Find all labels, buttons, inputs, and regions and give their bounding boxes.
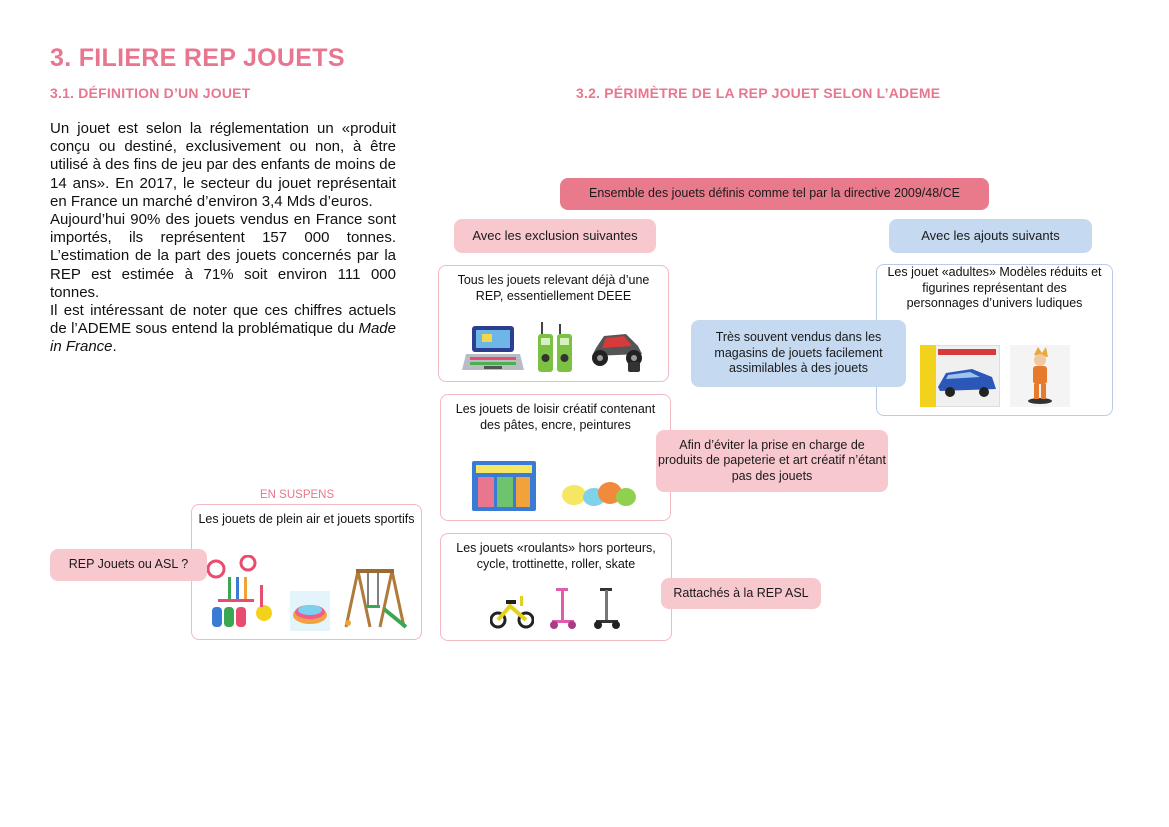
paddling-pool-icon	[290, 591, 330, 631]
swing-set-icon	[340, 565, 410, 631]
card-deee-text: Tous les jouets relevant déjà d’une REP, essentiellement DEEE	[457, 273, 650, 303]
card-roulants	[440, 533, 672, 641]
toy-laptop-icon	[462, 324, 524, 374]
definition-paragraph-2: Aujourd’hui 90% des jouets vendus en France sont importés, ils représentent 157 000 tonnes. L’estimation de la part des jouets concernés par la REP est estimée à 71% soit environ 111 000 tonnes.	[50, 211, 396, 301]
en-suspens-label: EN SUSPENS	[260, 489, 335, 501]
card-adultes	[876, 264, 1113, 416]
note-magasins: Très souvent vendus dans les magasins de jouets facilement assimilables à des jouets	[691, 320, 906, 387]
loisir-images	[441, 455, 670, 513]
tricycle-icon	[490, 590, 534, 630]
plein-air-images	[192, 551, 421, 631]
adultes-images	[907, 341, 1082, 407]
deee-images	[439, 314, 668, 374]
walkie-talkie-icon	[538, 322, 574, 374]
question-pill: REP Jouets ou ASL ?	[50, 549, 207, 581]
note-papeterie: Afin d’éviter la prise en charge de produits de papeterie et art créatif n’étant pas des jouets	[656, 430, 888, 492]
root-pill: Ensemble des jouets définis comme tel par la directive 2009/48/CE	[560, 178, 989, 210]
section-title-perimetre: 3.2. PÉRIMÈTRE DE LA REP JOUET SELON L’ADEME	[576, 85, 941, 101]
outdoor-games-icon	[204, 555, 280, 631]
made-in-france-text: Made in France	[50, 320, 396, 356]
section-title-definition: 3.1. DÉFINITION D’UN JOUET	[50, 85, 251, 101]
roulants-images	[441, 582, 671, 630]
exclusions-pill: Avec les exclusion suivantes	[454, 219, 656, 253]
figurine-icon	[1010, 345, 1070, 407]
card-plein-air-text: Les jouets de plein air et jouets sportifs	[198, 512, 415, 526]
additions-pill: Avec les ajouts suivants	[889, 219, 1092, 253]
card-adultes-text: Les jouet «adultes» Modèles réduits et figurines représentant des personnages d’univers ludiques	[887, 265, 1102, 310]
model-car-kit-icon	[920, 345, 1000, 407]
note-rep-asl: Rattachés à la REP ASL	[661, 578, 821, 609]
scooter-icon	[592, 586, 622, 630]
definition-text	[50, 120, 396, 357]
card-loisir-text: Les jouets de loisir créatif contenant des pâtes, encre, peintures	[455, 402, 656, 432]
definition-paragraph-3: Il est intéressant de noter que ces chiffres actuels de l’ADEME sous entend la problématique du Made in France.	[50, 302, 396, 356]
card-deee	[438, 265, 669, 382]
pink-scooter-icon	[548, 586, 578, 630]
card-roulants-text: Les jouets «roulants» hors porteurs, cycle, trottinette, roller, skate	[456, 541, 656, 571]
card-plein-air	[191, 504, 422, 640]
modeling-dough-icon	[560, 469, 640, 513]
page-title: 3. FILIERE REP JOUETS	[50, 44, 345, 72]
rc-car-icon	[588, 326, 646, 374]
definition-paragraph-1: Un jouet est selon la réglementation un «produit conçu ou destiné, exclusivement ou non, à être utilisé à des fins de jeu par des enfants de moins de 14 ans». En 2017, le secteur du jouet représentait en France un marché d’environ 3,4 Mds d’euros.	[50, 120, 396, 210]
creative-kit-box-icon	[472, 459, 538, 513]
card-loisir-creatif	[440, 394, 671, 521]
